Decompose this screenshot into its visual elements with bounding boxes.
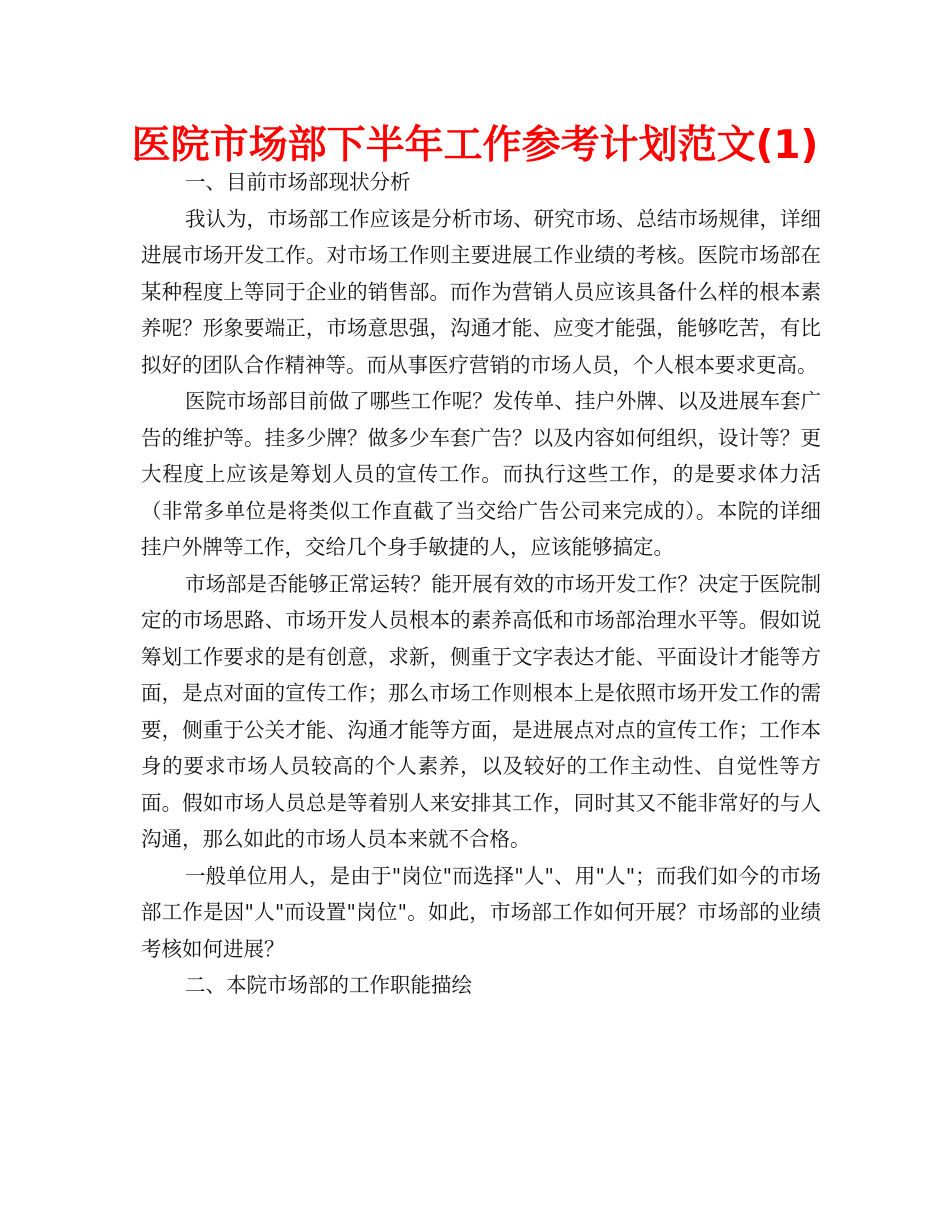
section-heading-1: 一、目前市场部现状分析 [185, 170, 411, 194]
document-body [141, 164, 821, 1004]
body-paragraph-4: 一般单位用人，是由于"岗位"而选择"人"、用"人"；而我们如今的市场部工作是因"人"而设置"岗位"。如此，市场部工作如何开展？市场部的业绩考核如何进展？ [141, 863, 821, 961]
document-title: 医院市场部下半年工作参考计划范文(1) [131, 123, 819, 168]
section-heading-2: 二、本院市场部的工作职能描绘 [185, 973, 472, 997]
body-paragraph-1: 我认为，市场部工作应该是分析市场、研究市场、总结市场规律，详细进展市场开发工作。对市场工作则主要进展工作业绩的考核。医院市场部在某种程度上等同于企业的销售部。而作为营销人员应该具备什么样的根本素养呢？形象要端正，市场意思强，沟通才能、应变才能强，能够吃苦，有比拟好的团队合作精神等。而从事医疗营销的市场人员，个人根本要求更高。 [141, 206, 821, 377]
body-paragraph-2: 医院市场部目前做了哪些工作呢？发传单、挂户外牌、以及进展车套广告的维护等。挂多少牌？做多少车套广告？以及内容如何组织，设计等？更大程度上应该是筹划人员的宣传工作。而执行这些工作，的是要求体力活（非常多单位是将类似工作直截了当交给广告公司来完成的）。本院的详细挂户外牌等工作，交给几个身手敏捷的人，应该能够搞定。 [141, 389, 821, 559]
body-paragraph-3: 市场部是否能够正常运转？能开展有效的市场开发工作？决定于医院制定的市场思路、市场开发人员根本的素养高低和市场部治理水平等。假如说筹划工作要求的是有创意，求新，侧重于文字表达才能、平面设计才能等方面，是点对面的宣传工作；那么市场工作则根本上是依照市场开发工作的需要，侧重于公关才能、沟通才能等方面，是进展点对点的宣传工作；工作本身的要求市场人员较高的个人素养，以及较好的工作主动性、自觉性等方面。假如市场人员总是等着别人来安排其工作，同时其又不能非常好的与人沟通，那么如此的市场人员本来就不合格。 [141, 571, 821, 851]
